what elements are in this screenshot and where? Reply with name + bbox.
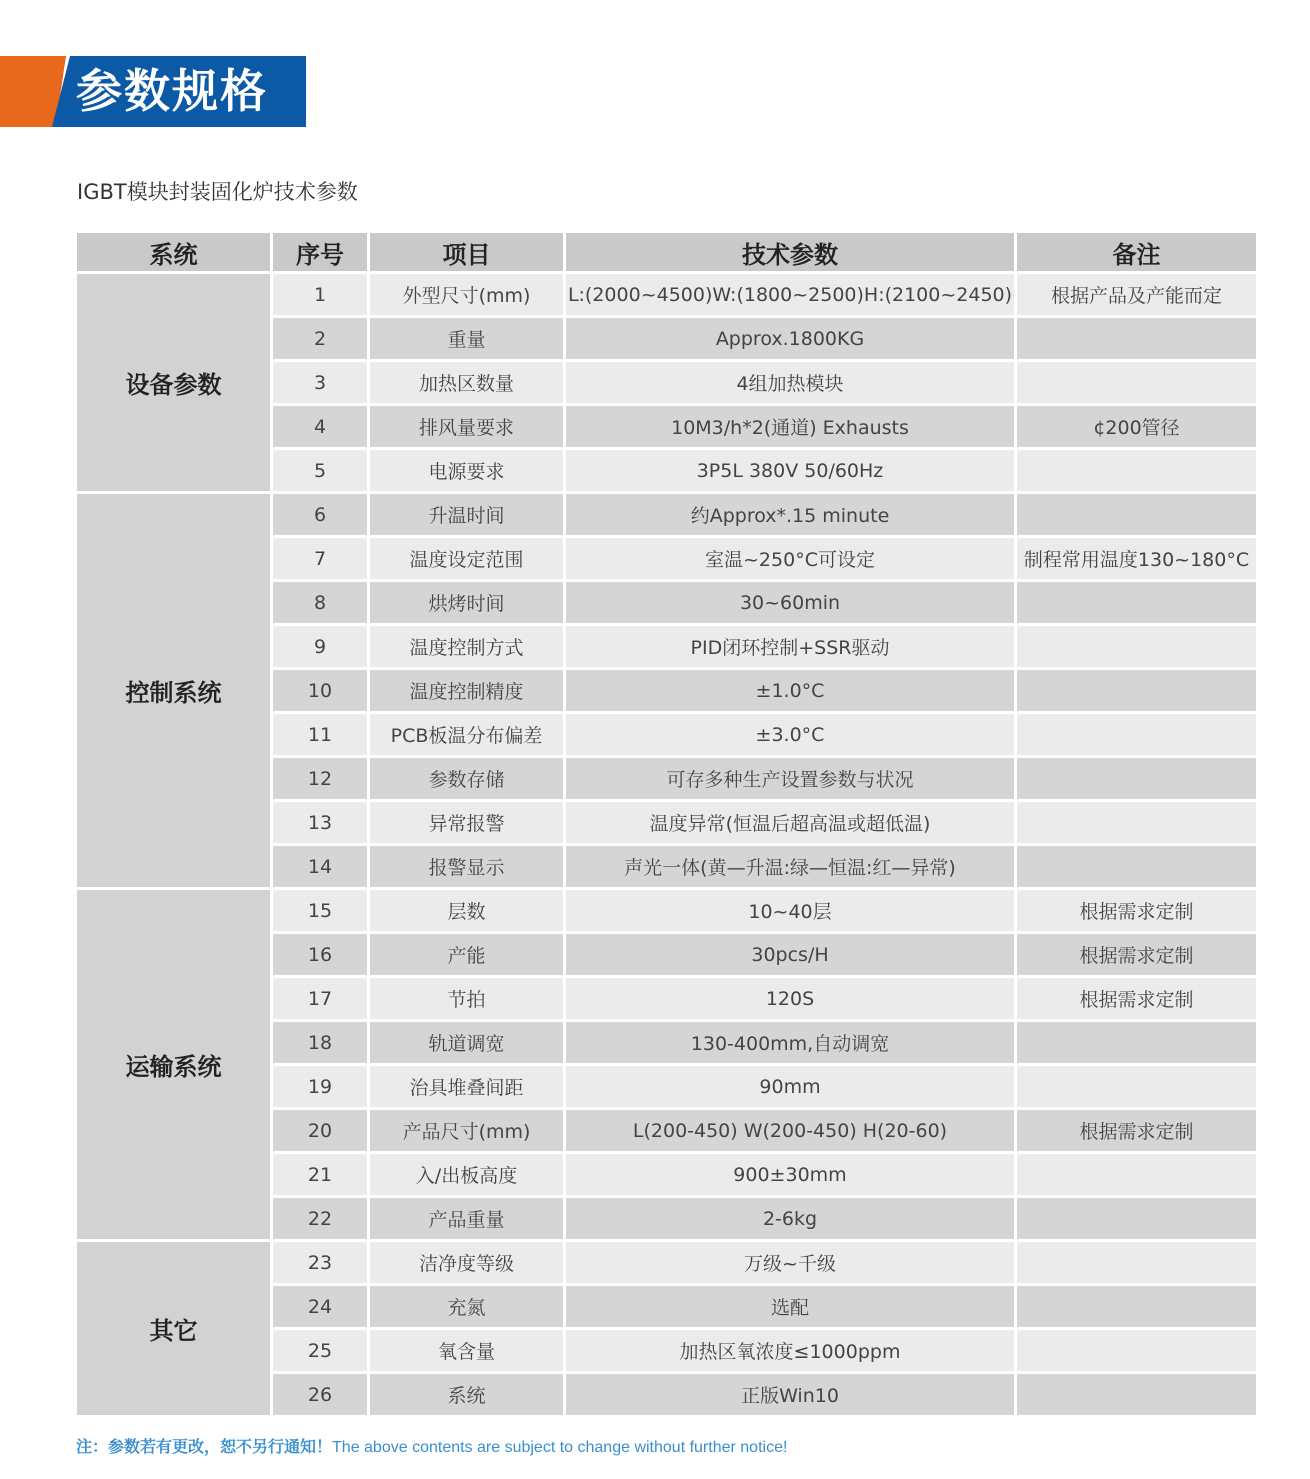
- row-number-cell: 6: [273, 494, 367, 535]
- spec-cell: 120S: [566, 978, 1014, 1019]
- note-cell: [1017, 1374, 1256, 1415]
- column-header-spec: 技术参数: [566, 233, 1014, 271]
- row-number-cell: 22: [273, 1198, 367, 1239]
- item-cell: 温度设定范围: [370, 538, 563, 579]
- item-cell: 产品重量: [370, 1198, 563, 1239]
- item-cell: PCB板温分布偏差: [370, 714, 563, 755]
- item-cell: 升温时间: [370, 494, 563, 535]
- note-cell: [1017, 714, 1256, 755]
- note-cell: [1017, 1286, 1256, 1327]
- note-cell: [1017, 1022, 1256, 1063]
- row-number-cell: 1: [273, 274, 367, 315]
- item-cell: 轨道调宽: [370, 1022, 563, 1063]
- row-number-cell: 19: [273, 1066, 367, 1107]
- table-row: [77, 274, 1256, 315]
- note-cell: [1017, 494, 1256, 535]
- spec-cell: ±1.0°C: [566, 670, 1014, 711]
- item-cell: 氧含量: [370, 1330, 563, 1371]
- row-number-cell: 21: [273, 1154, 367, 1195]
- item-cell: 加热区数量: [370, 362, 563, 403]
- row-number-cell: 10: [273, 670, 367, 711]
- note-cell: [1017, 582, 1256, 623]
- row-number-cell: 8: [273, 582, 367, 623]
- table-body: [77, 274, 1256, 1415]
- row-number-cell: 25: [273, 1330, 367, 1371]
- item-cell: 入/出板高度: [370, 1154, 563, 1195]
- spec-cell: 90mm: [566, 1066, 1014, 1107]
- row-number-cell: 14: [273, 846, 367, 887]
- note-cell: [1017, 1242, 1256, 1283]
- note-cell: [1017, 626, 1256, 667]
- footer-note: [76, 1434, 787, 1457]
- spec-cell: 130-400mm,自动调宽: [566, 1022, 1014, 1063]
- row-number-cell: 24: [273, 1286, 367, 1327]
- row-number-cell: 11: [273, 714, 367, 755]
- spec-cell: 声光一体(黄—升温:绿—恒温:红—异常): [566, 846, 1014, 887]
- row-number-cell: 20: [273, 1110, 367, 1151]
- item-cell: 系统: [370, 1374, 563, 1415]
- system-group-cell: 控制系统: [77, 494, 270, 887]
- row-number-cell: 13: [273, 802, 367, 843]
- spec-cell: 约Approx*.15 minute: [566, 494, 1014, 535]
- note-cell: [1017, 1330, 1256, 1371]
- item-cell: 节拍: [370, 978, 563, 1019]
- system-group-cell: 运输系统: [77, 890, 270, 1239]
- column-header-item: 项目: [370, 233, 563, 271]
- row-number-cell: 23: [273, 1242, 367, 1283]
- note-cell: 根据需求定制: [1017, 1110, 1256, 1151]
- row-number-cell: 7: [273, 538, 367, 579]
- item-cell: 参数存储: [370, 758, 563, 799]
- note-cell: 制程常用温度130~180°C: [1017, 538, 1256, 579]
- note-cell: 根据需求定制: [1017, 934, 1256, 975]
- spec-cell: 900±30mm: [566, 1154, 1014, 1195]
- item-cell: 温度控制方式: [370, 626, 563, 667]
- spec-cell: 室温~250°C可设定: [566, 538, 1014, 579]
- table-row: [77, 494, 1256, 535]
- row-number-cell: 2: [273, 318, 367, 359]
- item-cell: 报警显示: [370, 846, 563, 887]
- spec-cell: 选配: [566, 1286, 1014, 1327]
- item-cell: 外型尺寸(mm): [370, 274, 563, 315]
- spec-cell: 可存多种生产设置参数与状况: [566, 758, 1014, 799]
- spec-cell: 30~60min: [566, 582, 1014, 623]
- row-number-cell: 9: [273, 626, 367, 667]
- note-cell: [1017, 670, 1256, 711]
- item-cell: 治具堆叠间距: [370, 1066, 563, 1107]
- spec-cell: 10M3/h*2(通道) Exhausts: [566, 406, 1014, 447]
- spec-cell: L:(2000~4500)W:(1800~2500)H:(2100~2450): [566, 274, 1014, 315]
- note-cell: [1017, 1198, 1256, 1239]
- item-cell: 重量: [370, 318, 563, 359]
- item-cell: 产能: [370, 934, 563, 975]
- note-cell: [1017, 846, 1256, 887]
- row-number-cell: 18: [273, 1022, 367, 1063]
- note-cell: [1017, 758, 1256, 799]
- column-header-system: 系统: [77, 233, 270, 271]
- row-number-cell: 15: [273, 890, 367, 931]
- item-cell: 排风量要求: [370, 406, 563, 447]
- note-cell: [1017, 450, 1256, 491]
- spec-cell: L(200-450) W(200-450) H(20-60): [566, 1110, 1014, 1151]
- note-cell: [1017, 318, 1256, 359]
- row-number-cell: 3: [273, 362, 367, 403]
- table-row: [77, 890, 1256, 931]
- spec-cell: 加热区氧浓度≤1000ppm: [566, 1330, 1014, 1371]
- spec-cell: ±3.0°C: [566, 714, 1014, 755]
- item-cell: 产品尺寸(mm): [370, 1110, 563, 1151]
- note-cell: [1017, 1154, 1256, 1195]
- row-number-cell: 16: [273, 934, 367, 975]
- note-cell: [1017, 362, 1256, 403]
- note-cell: 根据需求定制: [1017, 890, 1256, 931]
- footer-note-zh: 注：参数若有更改，恕不另行通知！: [76, 1437, 333, 1456]
- spec-cell: 10~40层: [566, 890, 1014, 931]
- system-group-cell: 设备参数: [77, 274, 270, 491]
- system-group-cell: 其它: [77, 1242, 270, 1415]
- spec-table: [74, 230, 1259, 1418]
- spec-cell: Approx.1800KG: [566, 318, 1014, 359]
- row-number-cell: 26: [273, 1374, 367, 1415]
- column-header-note: 备注: [1017, 233, 1256, 271]
- table-row: [77, 1242, 1256, 1283]
- spec-cell: 30pcs/H: [566, 934, 1014, 975]
- table-subtitle: IGBT模块封装固化炉技术参数: [77, 180, 358, 204]
- spec-cell: 3P5L 380V 50/60Hz: [566, 450, 1014, 491]
- table-header-row: [77, 233, 1256, 271]
- spec-cell: 2-6kg: [566, 1198, 1014, 1239]
- note-cell: [1017, 802, 1256, 843]
- spec-cell: 正版Win10: [566, 1374, 1014, 1415]
- spec-cell: 万级~千级: [566, 1242, 1014, 1283]
- item-cell: 充氮: [370, 1286, 563, 1327]
- note-cell: 根据需求定制: [1017, 978, 1256, 1019]
- item-cell: 温度控制精度: [370, 670, 563, 711]
- footer-note-en: The above contents are subject to change without further notice!: [332, 1439, 788, 1456]
- spec-cell: PID闭环控制+SSR驱动: [566, 626, 1014, 667]
- row-number-cell: 12: [273, 758, 367, 799]
- item-cell: 层数: [370, 890, 563, 931]
- spec-cell: 4组加热模块: [566, 362, 1014, 403]
- spec-cell: 温度异常(恒温后超高温或超低温): [566, 802, 1014, 843]
- column-header-number: 序号: [273, 233, 367, 271]
- note-cell: 根据产品及产能而定: [1017, 274, 1256, 315]
- note-cell: ¢200管径: [1017, 406, 1256, 447]
- row-number-cell: 5: [273, 450, 367, 491]
- item-cell: 烘烤时间: [370, 582, 563, 623]
- page-title: 参数规格: [76, 64, 268, 118]
- item-cell: 异常报警: [370, 802, 563, 843]
- item-cell: 电源要求: [370, 450, 563, 491]
- row-number-cell: 17: [273, 978, 367, 1019]
- note-cell: [1017, 1066, 1256, 1107]
- row-number-cell: 4: [273, 406, 367, 447]
- item-cell: 洁净度等级: [370, 1242, 563, 1283]
